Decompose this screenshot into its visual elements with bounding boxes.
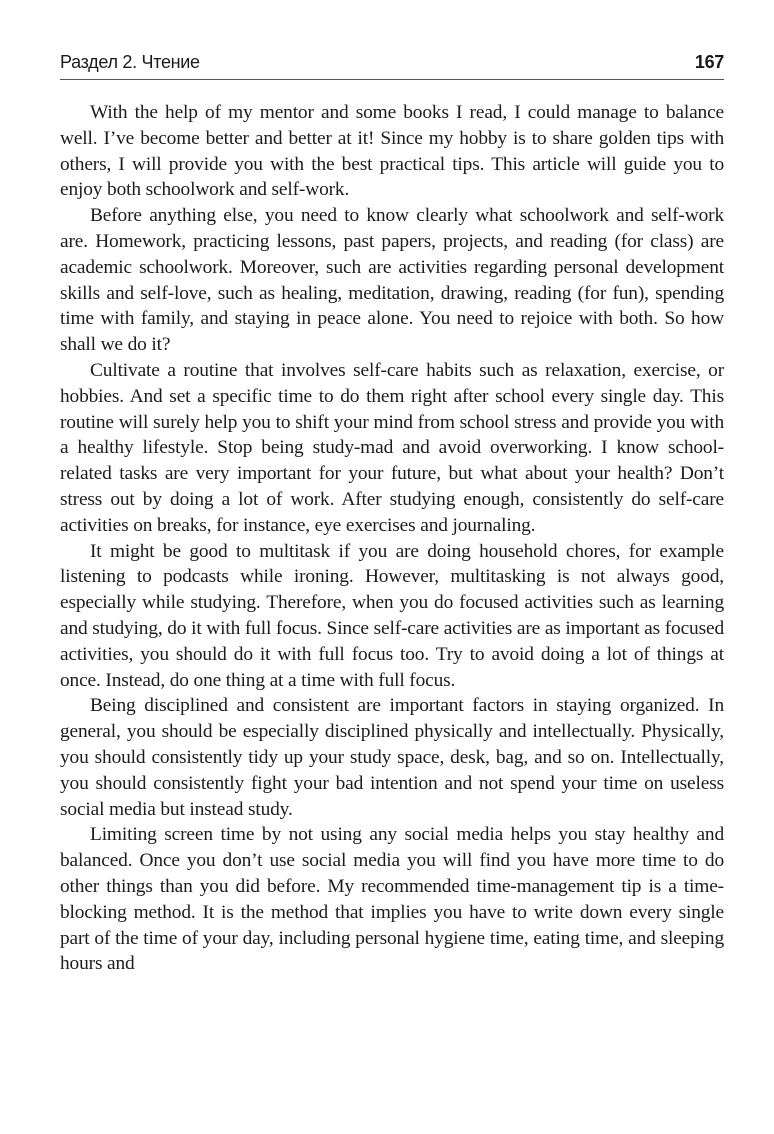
section-title: Раздел 2. Чтение <box>60 52 200 72</box>
paragraph: Limiting screen time by not using any social media helps you stay healthy and balanced. Once you don’t use social media you will find you have more time to do other things than you did before. My recommended time-management tip is a time-blocking method. It is the method that implies you have to write down every single part of the time of your day, including personal hygiene time, eating time, and sleeping hours and <box>60 824 724 975</box>
page-number: 167 <box>694 52 724 72</box>
paragraph: Being disciplined and consistent are important factors in staying organized. In general, you should be especially disciplined physically and intellectually. Physically, you should consistently tidy up your study space, desk, bag, and so on. Intellectually, you should consistently fight your bad intention and not spend your time on useless social media but instead study. <box>60 695 724 820</box>
running-head <box>60 52 724 80</box>
paragraph: It might be good to multitask if you are doing household chores, for example listening to podcasts while ironing. However, multitasking is not always good, especially while studying. Therefore, when you do focused activities such as learning and studying, do it with full focus. Since self-care activities are as important as focused activities, you should do it with full focus too. Try to avoid doing a lot of things at once. Instead, do one thing at a time with full focus. <box>60 540 724 691</box>
book-page <box>60 52 724 977</box>
paragraph: Cultivate a routine that involves self-care habits such as relaxation, exercise, or hobbies. And set a specific time to do them right after school every single day. This routine will surely help you to shift your mind from school stress and provide you with a healthy lifestyle. Stop being study-mad and avoid overworking. I know school-related tasks are very important for your future, but what about your health? Don’t stress out by doing a lot of work. After studying enough, consistently do self-care activities on breaks, for instance, eye exercises and journaling. <box>60 359 724 536</box>
article-body <box>60 100 724 977</box>
paragraph: With the help of my mentor and some books I read, I could manage to balance well. I’ve become better and better at it! Since my hobby is to share golden tips with others, I will provide you with the best practical tips. This article will guide you to enjoy both schoolwork and self-work. <box>60 102 724 201</box>
paragraph: Before anything else, you need to know clearly what schoolwork and self-work are. Homework, practicing lessons, past papers, projects, and reading (for class) are academic schoolwork. Moreover, such are activities regarding personal development skills and self-love, such as healing, meditation, drawing, reading (for fun), spending time with family, and staying in peace alone. You need to rejoice with both. So how shall we do it? <box>60 205 724 356</box>
